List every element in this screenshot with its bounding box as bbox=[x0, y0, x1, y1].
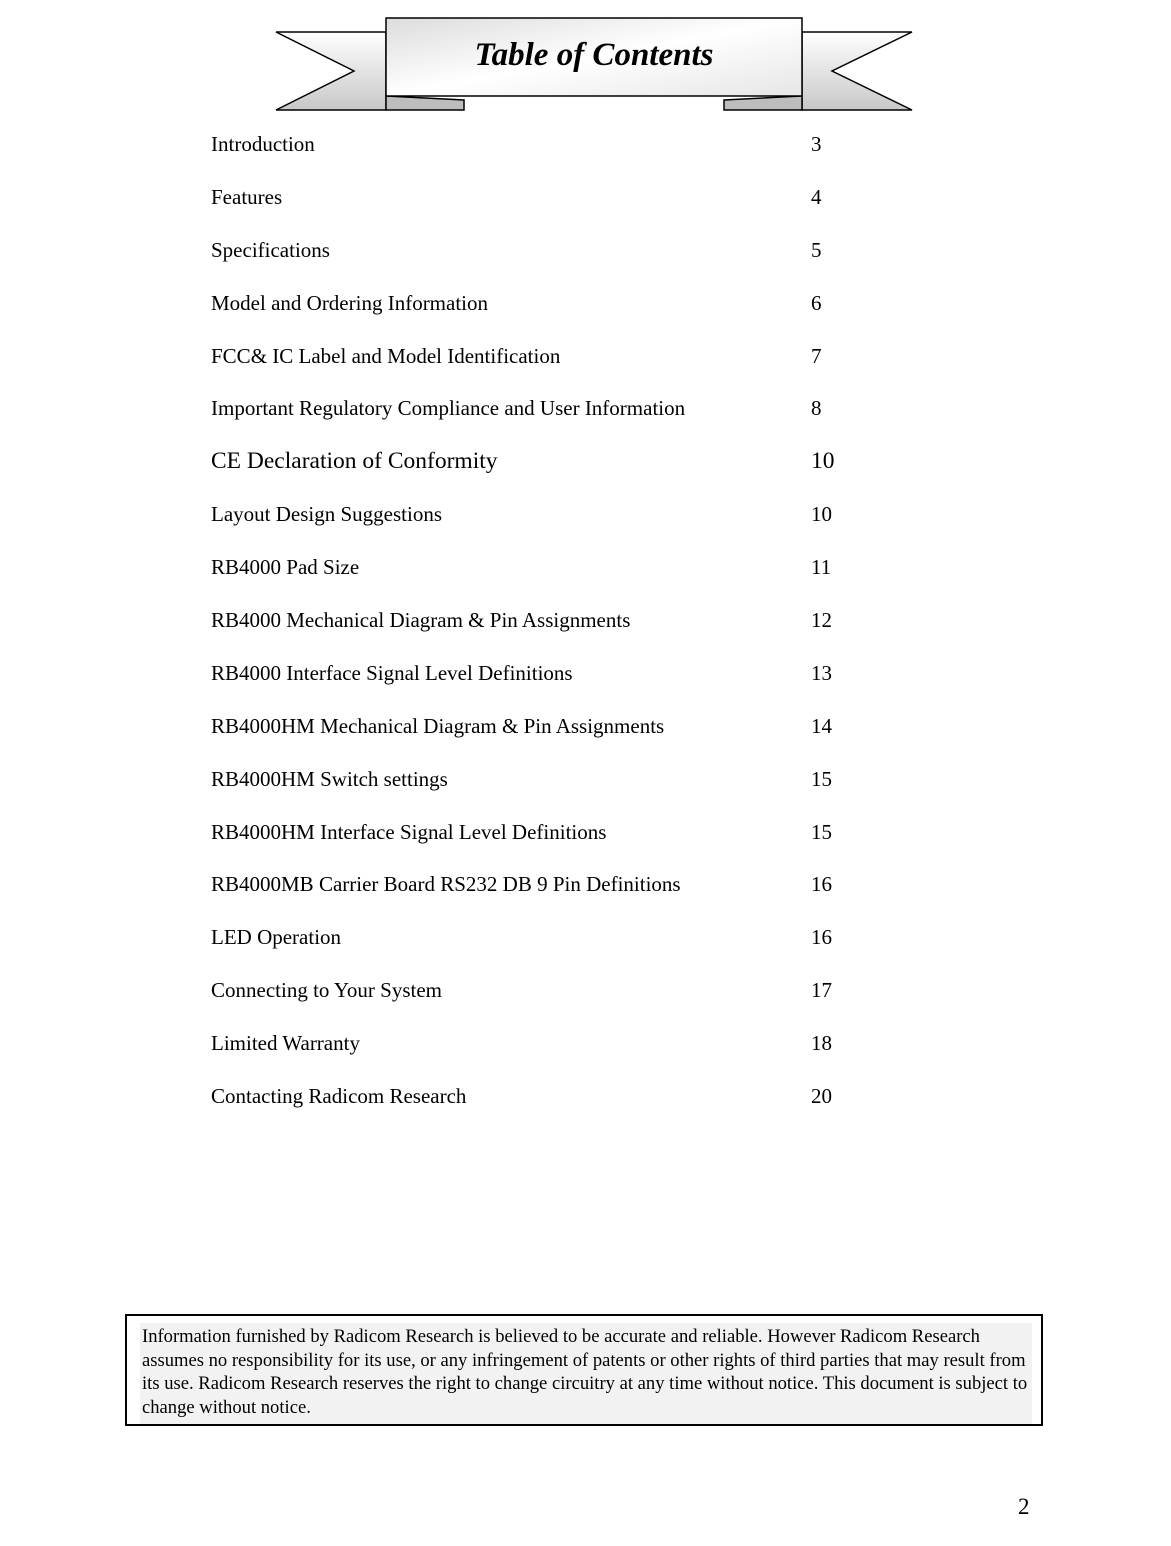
toc-entry-title: Limited Warranty bbox=[211, 1031, 360, 1056]
toc-entry[interactable] bbox=[211, 236, 911, 289]
toc-entry[interactable] bbox=[211, 1082, 911, 1135]
ribbon-right-fold bbox=[724, 96, 802, 110]
toc-entry-page: 12 bbox=[811, 608, 832, 633]
disclaimer-text: Information furnished by Radicom Research is believed to be accurate and reliable. However Radicom Research assumes no responsibility for its use, or any infringement of patents or other rights of third parties that may result from its use. Radicom Research reserves the right to change circuitry at any time without notice. This document is subject to change without notice. bbox=[140, 1323, 1032, 1424]
toc-entry-title: Layout Design Suggestions bbox=[211, 502, 442, 527]
toc-entry-page: 15 bbox=[811, 766, 832, 791]
toc-entry[interactable] bbox=[211, 818, 911, 871]
toc-entry-title: LED Operation bbox=[211, 925, 342, 950]
toc-entry-title: RB4000 Pad Size bbox=[211, 555, 360, 580]
toc-entry-title: Contacting Radicom Research bbox=[211, 1084, 467, 1109]
toc-entry[interactable] bbox=[211, 553, 911, 606]
ribbon-left-fold bbox=[386, 96, 464, 110]
toc-entry-page: 16 bbox=[811, 872, 832, 897]
toc-entry[interactable] bbox=[211, 183, 911, 236]
toc-entry-page: 16 bbox=[811, 925, 832, 950]
toc-entry-page: 5 bbox=[811, 237, 822, 262]
toc-entry-page: 11 bbox=[811, 555, 832, 580]
ribbon-right-tail bbox=[802, 32, 912, 110]
disclaimer-box bbox=[125, 1314, 1043, 1426]
toc-entry-title: Connecting to Your System bbox=[211, 978, 443, 1003]
toc-entry[interactable] bbox=[211, 500, 911, 553]
toc-entry[interactable] bbox=[211, 130, 911, 183]
ribbon-left-tail bbox=[276, 32, 386, 110]
toc-entry-page: 20 bbox=[811, 1084, 832, 1109]
toc-entry-page: 17 bbox=[811, 978, 832, 1003]
page-number: 2 bbox=[1018, 1494, 1030, 1519]
toc-entry-page: 10 bbox=[811, 502, 832, 527]
toc-entry-title: RB4000 Interface Signal Level Definitions bbox=[211, 660, 573, 685]
toc-entry-title: Model and Ordering Information bbox=[211, 290, 489, 315]
page-title: Table of Contents bbox=[474, 37, 714, 73]
toc-entry[interactable] bbox=[211, 765, 911, 818]
toc-entry-title: Introduction bbox=[211, 132, 315, 156]
toc-entry-title: RB4000 Mechanical Diagram & Pin Assignments bbox=[211, 608, 631, 633]
toc-entry[interactable] bbox=[211, 289, 911, 342]
toc-entry[interactable] bbox=[211, 342, 911, 395]
toc-entry-page: 4 bbox=[811, 184, 822, 209]
toc-entry-page: 18 bbox=[811, 1031, 832, 1056]
toc-entry-title: Important Regulatory Compliance and User Information bbox=[211, 396, 686, 421]
toc-entry-page: 14 bbox=[811, 713, 832, 738]
toc-entry-page: 7 bbox=[811, 343, 822, 368]
table-of-contents bbox=[211, 130, 911, 1135]
toc-entry[interactable] bbox=[211, 870, 911, 923]
toc-entry-page: 8 bbox=[811, 396, 822, 421]
toc-entry-title: RB4000HM Switch settings bbox=[211, 766, 448, 791]
toc-entry-page: 3 bbox=[811, 132, 822, 156]
toc-entry[interactable] bbox=[211, 976, 911, 1029]
toc-entry-title: Specifications bbox=[211, 237, 330, 262]
toc-entry[interactable] bbox=[211, 1029, 911, 1082]
toc-entry[interactable] bbox=[211, 659, 911, 712]
toc-entry[interactable] bbox=[211, 923, 911, 976]
toc-entry-page: 15 bbox=[811, 819, 832, 844]
toc-entry-title: RB4000MB Carrier Board RS232 DB 9 Pin Definitions bbox=[211, 872, 681, 897]
toc-entry[interactable] bbox=[211, 712, 911, 765]
toc-entry-page: 13 bbox=[811, 660, 832, 685]
toc-entry-page: 6 bbox=[811, 290, 822, 315]
toc-entry-title: CE Declaration of Conformity bbox=[211, 448, 498, 475]
toc-entry-page: 10 bbox=[811, 448, 835, 475]
toc-entry-title: FCC& IC Label and Model Identification bbox=[211, 343, 561, 368]
toc-entry-title: RB4000HM Interface Signal Level Definitions bbox=[211, 819, 607, 844]
toc-entry-title: RB4000HM Mechanical Diagram & Pin Assignments bbox=[211, 713, 665, 738]
toc-entry[interactable] bbox=[211, 447, 911, 500]
toc-entry[interactable] bbox=[211, 606, 911, 659]
toc-entry[interactable] bbox=[211, 394, 911, 447]
toc-entry-title: Features bbox=[211, 184, 283, 209]
